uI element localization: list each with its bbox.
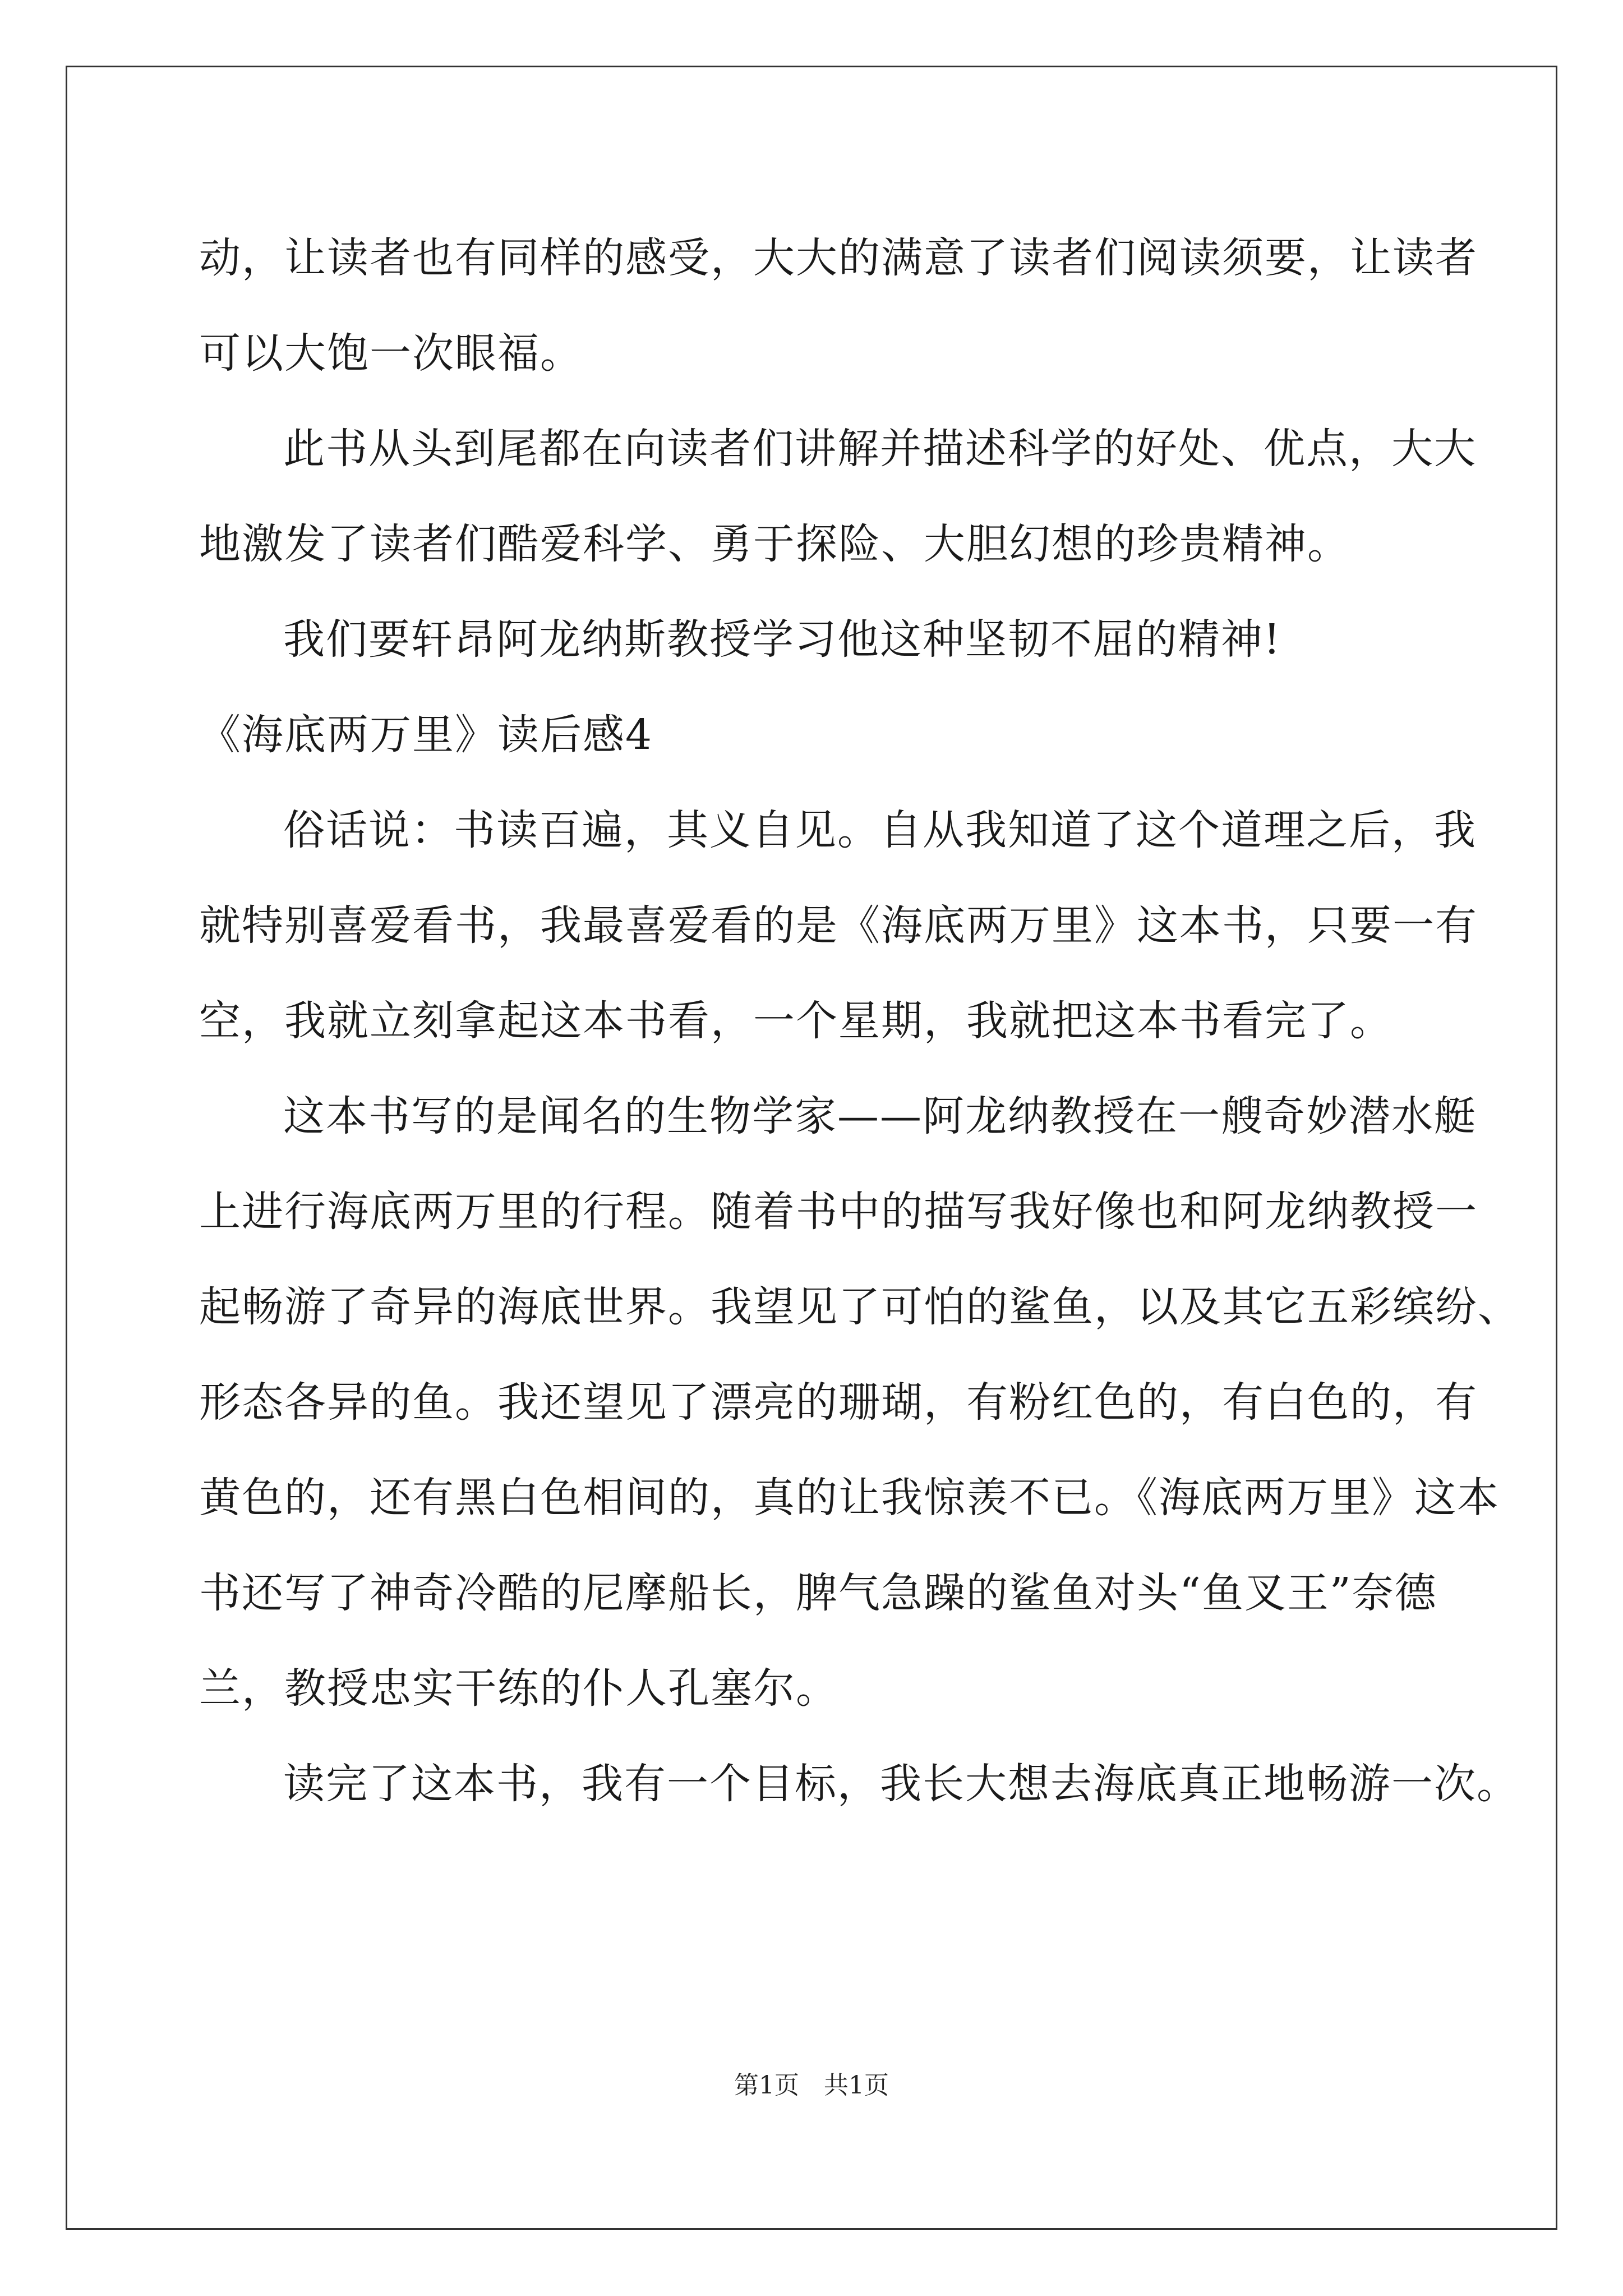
text-line: 黄色的，还有黑白色相间的，真的让我惊羡不已。《海底两万里》这本 <box>199 1474 1500 1522</box>
text-line: 就特别喜爱看书，我最喜爱看的是《海底两万里》这本书，只要一有 <box>199 901 1478 950</box>
text-line: 起畅游了奇异的海底世界。我望见了可怕的鲨鱼，以及其它五彩缤纷、 <box>199 1283 1520 1331</box>
text-line: 动，让读者也有同样的感受，大大的满意了读者们阅读须要，让读者 <box>199 234 1478 282</box>
paragraph-start-line: 读完了这本书，我有一个目标，我长大想去海底真正地畅游一次。 <box>283 1760 1519 1808</box>
section-heading: 《海底两万里》读后感4 <box>199 711 653 759</box>
text-line: 空，我就立刻拿起这本书看，一个星期，我就把这本书看完了。 <box>199 997 1393 1045</box>
paragraph-start-line: 此书从头到尾都在向读者们讲解并描述科学的好处、优点，大大 <box>283 425 1477 473</box>
paragraph-start-line: 这本书写的是闻名的生物学家——阿龙纳教授在一艘奇妙潜水艇 <box>283 1092 1477 1140</box>
text-line: 上进行海底两万里的行程。随着书中的描写我好像也和阿龙纳教授一 <box>199 1188 1478 1236</box>
text-line: 兰，教授忠实干练的仆人孔塞尔。 <box>199 1664 838 1713</box>
paragraph-start-line: 俗话说：书读百遍，其义自见。自从我知道了这个道理之后，我 <box>283 806 1477 854</box>
text-line: 形态各异的鱼。我还望见了漂亮的珊瑚，有粉红色的，有白色的，有 <box>199 1378 1478 1427</box>
page-footer: 第1页 共1页 <box>734 2071 889 2100</box>
text-line: 可以大饱一次眼福。 <box>199 329 583 378</box>
text-line: 书还写了神奇冷酷的尼摩船长，脾气急躁的鲨鱼对头“鱼叉王”奈德 <box>199 1569 1437 1617</box>
paragraph-start-line: 我们要轩昂阿龙纳斯教授学习他这种坚韧不屈的精神! <box>283 615 1281 664</box>
text-line: 地激发了读者们酷爱科学、勇于探险、大胆幻想的珍贵精神。 <box>199 520 1350 568</box>
document-body <box>199 210 1520 1832</box>
